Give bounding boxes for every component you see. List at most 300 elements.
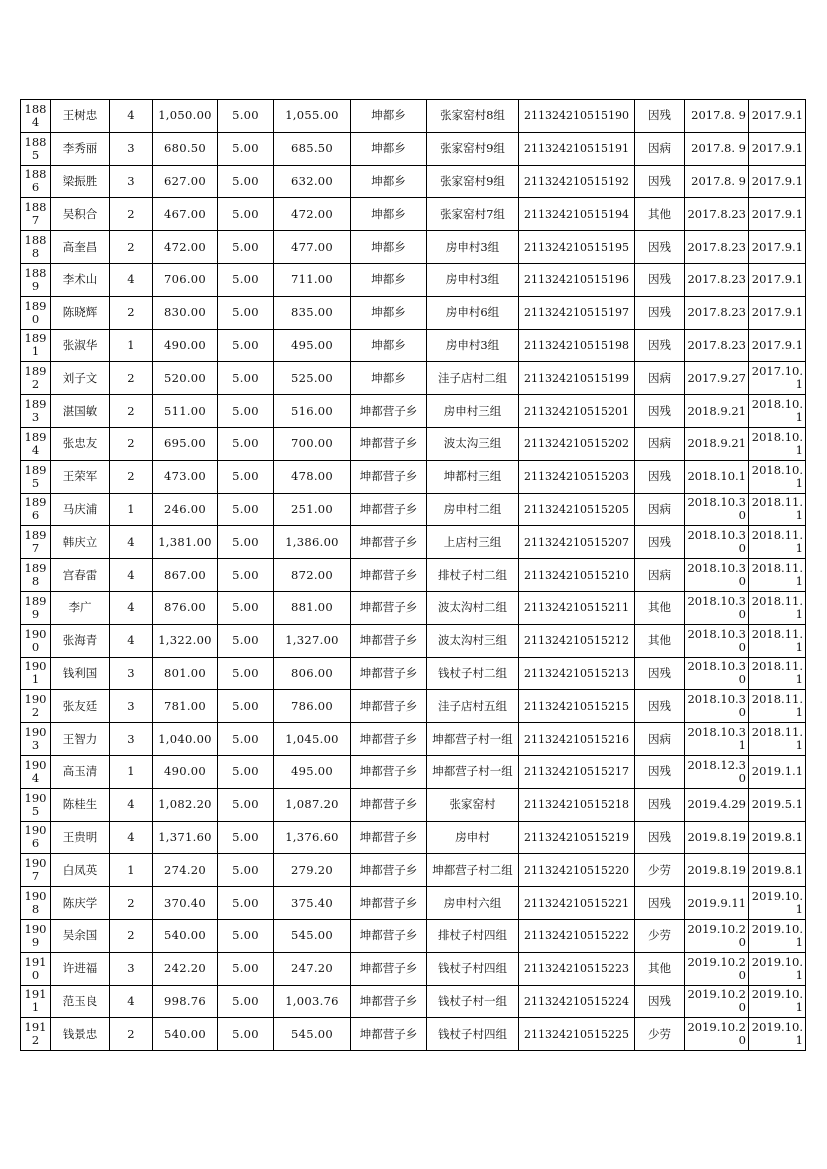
- total-cell: 247.20: [274, 952, 351, 985]
- name-cell: 梁振胜: [51, 165, 110, 198]
- id-number-cell: 211324210515219: [519, 821, 635, 854]
- amount-cell: 627.00: [153, 165, 218, 198]
- household-size-cell: 2: [110, 1018, 153, 1051]
- total-cell: 685.50: [274, 132, 351, 165]
- table-row: [21, 231, 806, 264]
- amount-cell: 1,322.00: [153, 624, 218, 657]
- fee-cell: 5.00: [218, 165, 274, 198]
- village-cell: 张家窑村9组: [427, 165, 519, 198]
- township-cell: 坤都营子乡: [351, 919, 427, 952]
- fee-cell: 5.00: [218, 854, 274, 887]
- reason-cell: 其他: [635, 952, 685, 985]
- village-cell: 房申村二组: [427, 493, 519, 526]
- name-cell: 陈庆学: [51, 887, 110, 920]
- reason-cell: 因病: [635, 723, 685, 756]
- township-cell: 坤都营子乡: [351, 526, 427, 559]
- fee-cell: 5.00: [218, 821, 274, 854]
- fee-cell: 5.00: [218, 559, 274, 592]
- seq-cell: 1894: [21, 427, 51, 460]
- township-cell: 坤都营子乡: [351, 887, 427, 920]
- township-cell: 坤都营子乡: [351, 460, 427, 493]
- fee-cell: 5.00: [218, 624, 274, 657]
- start-date-cell: 2017.9.1: [749, 329, 806, 362]
- reason-cell: 其他: [635, 591, 685, 624]
- id-number-cell: 211324210515194: [519, 198, 635, 231]
- name-cell: 钱利国: [51, 657, 110, 690]
- amount-cell: 867.00: [153, 559, 218, 592]
- reason-cell: 少劳: [635, 1018, 685, 1051]
- start-date-cell: 2019.10.1: [749, 985, 806, 1018]
- table-row: [21, 821, 806, 854]
- id-number-cell: 211324210515221: [519, 887, 635, 920]
- reason-cell: 因残: [635, 460, 685, 493]
- start-date-cell: 2019.10.1: [749, 1018, 806, 1051]
- apply-date-cell: 2019.10.20: [685, 985, 749, 1018]
- start-date-cell: 2018.10.1: [749, 460, 806, 493]
- id-number-cell: 211324210515225: [519, 1018, 635, 1051]
- household-size-cell: 4: [110, 624, 153, 657]
- village-cell: 钱杖子村一组: [427, 985, 519, 1018]
- seq-cell: 1885: [21, 132, 51, 165]
- amount-cell: 370.40: [153, 887, 218, 920]
- reason-cell: 因残: [635, 788, 685, 821]
- seq-cell: 1889: [21, 263, 51, 296]
- village-cell: 洼子店村二组: [427, 362, 519, 395]
- village-cell: 波太沟村二组: [427, 591, 519, 624]
- apply-date-cell: 2018.9.21: [685, 427, 749, 460]
- seq-cell: 1887: [21, 198, 51, 231]
- amount-cell: 540.00: [153, 919, 218, 952]
- start-date-cell: 2017.9.1: [749, 296, 806, 329]
- fee-cell: 5.00: [218, 952, 274, 985]
- village-cell: 房申村三组: [427, 395, 519, 428]
- start-date-cell: 2017.9.1: [749, 231, 806, 264]
- table-row: [21, 526, 806, 559]
- name-cell: 陈桂生: [51, 788, 110, 821]
- amount-cell: 1,082.20: [153, 788, 218, 821]
- household-size-cell: 4: [110, 559, 153, 592]
- start-date-cell: 2017.9.1: [749, 132, 806, 165]
- table-row: [21, 788, 806, 821]
- amount-cell: 801.00: [153, 657, 218, 690]
- total-cell: 495.00: [274, 755, 351, 788]
- total-cell: 1,055.00: [274, 100, 351, 133]
- township-cell: 坤都乡: [351, 100, 427, 133]
- total-cell: 1,003.76: [274, 985, 351, 1018]
- total-cell: 545.00: [274, 1018, 351, 1051]
- id-number-cell: 211324210515192: [519, 165, 635, 198]
- total-cell: 835.00: [274, 296, 351, 329]
- table-row: [21, 100, 806, 133]
- id-number-cell: 211324210515224: [519, 985, 635, 1018]
- seq-cell: 1900: [21, 624, 51, 657]
- seq-cell: 1911: [21, 985, 51, 1018]
- amount-cell: 680.50: [153, 132, 218, 165]
- household-size-cell: 2: [110, 919, 153, 952]
- start-date-cell: 2019.1.1: [749, 755, 806, 788]
- village-cell: 房申村3组: [427, 231, 519, 264]
- amount-cell: 246.00: [153, 493, 218, 526]
- table-row: [21, 132, 806, 165]
- seq-cell: 1892: [21, 362, 51, 395]
- id-number-cell: 211324210515198: [519, 329, 635, 362]
- id-number-cell: 211324210515211: [519, 591, 635, 624]
- total-cell: 477.00: [274, 231, 351, 264]
- township-cell: 坤都营子乡: [351, 657, 427, 690]
- household-size-cell: 3: [110, 723, 153, 756]
- household-size-cell: 4: [110, 100, 153, 133]
- apply-date-cell: 2017.8.23: [685, 329, 749, 362]
- apply-date-cell: 2019.10.20: [685, 1018, 749, 1051]
- reason-cell: 因残: [635, 165, 685, 198]
- amount-cell: 830.00: [153, 296, 218, 329]
- seq-cell: 1906: [21, 821, 51, 854]
- name-cell: 李术山: [51, 263, 110, 296]
- start-date-cell: 2019.10.1: [749, 887, 806, 920]
- village-cell: 房申村: [427, 821, 519, 854]
- amount-cell: 520.00: [153, 362, 218, 395]
- name-cell: 湛国敏: [51, 395, 110, 428]
- township-cell: 坤都营子乡: [351, 788, 427, 821]
- table-row: [21, 296, 806, 329]
- name-cell: 张友廷: [51, 690, 110, 723]
- name-cell: 许进福: [51, 952, 110, 985]
- reason-cell: 因残: [635, 690, 685, 723]
- household-size-cell: 3: [110, 952, 153, 985]
- total-cell: 700.00: [274, 427, 351, 460]
- village-cell: 房申村6组: [427, 296, 519, 329]
- total-cell: 516.00: [274, 395, 351, 428]
- table-row: [21, 690, 806, 723]
- name-cell: 陈晓辉: [51, 296, 110, 329]
- household-size-cell: 4: [110, 263, 153, 296]
- total-cell: 279.20: [274, 854, 351, 887]
- start-date-cell: 2018.11.1: [749, 657, 806, 690]
- id-number-cell: 211324210515191: [519, 132, 635, 165]
- total-cell: 1,376.60: [274, 821, 351, 854]
- village-cell: 钱杖子村四组: [427, 952, 519, 985]
- reason-cell: 因残: [635, 755, 685, 788]
- village-cell: 坤都营子村二组: [427, 854, 519, 887]
- total-cell: 806.00: [274, 657, 351, 690]
- reason-cell: 因病: [635, 559, 685, 592]
- apply-date-cell: 2019.4.29: [685, 788, 749, 821]
- start-date-cell: 2018.10.1: [749, 427, 806, 460]
- apply-date-cell: 2018.10.30: [685, 559, 749, 592]
- table-row: [21, 460, 806, 493]
- total-cell: 375.40: [274, 887, 351, 920]
- township-cell: 坤都营子乡: [351, 395, 427, 428]
- table-row: [21, 559, 806, 592]
- amount-cell: 472.00: [153, 231, 218, 264]
- id-number-cell: 211324210515203: [519, 460, 635, 493]
- amount-cell: 1,381.00: [153, 526, 218, 559]
- table-row: [21, 657, 806, 690]
- total-cell: 881.00: [274, 591, 351, 624]
- township-cell: 坤都乡: [351, 362, 427, 395]
- township-cell: 坤都乡: [351, 231, 427, 264]
- fee-cell: 5.00: [218, 690, 274, 723]
- table-row: [21, 395, 806, 428]
- start-date-cell: 2017.9.1: [749, 263, 806, 296]
- apply-date-cell: 2018.12.30: [685, 755, 749, 788]
- household-size-cell: 1: [110, 854, 153, 887]
- apply-date-cell: 2017.8.23: [685, 198, 749, 231]
- township-cell: 坤都营子乡: [351, 952, 427, 985]
- fee-cell: 5.00: [218, 362, 274, 395]
- apply-date-cell: 2019.9.11: [685, 887, 749, 920]
- total-cell: 632.00: [274, 165, 351, 198]
- name-cell: 范玉良: [51, 985, 110, 1018]
- reason-cell: 因残: [635, 263, 685, 296]
- village-cell: 洼子店村五组: [427, 690, 519, 723]
- name-cell: 张海青: [51, 624, 110, 657]
- fee-cell: 5.00: [218, 591, 274, 624]
- household-size-cell: 2: [110, 395, 153, 428]
- seq-cell: 1890: [21, 296, 51, 329]
- seq-cell: 1909: [21, 919, 51, 952]
- apply-date-cell: 2019.10.20: [685, 952, 749, 985]
- name-cell: 王贵明: [51, 821, 110, 854]
- start-date-cell: 2017.9.1: [749, 100, 806, 133]
- apply-date-cell: 2017.8.23: [685, 263, 749, 296]
- village-cell: 张家窑村7组: [427, 198, 519, 231]
- amount-cell: 1,040.00: [153, 723, 218, 756]
- township-cell: 坤都营子乡: [351, 624, 427, 657]
- township-cell: 坤都营子乡: [351, 493, 427, 526]
- id-number-cell: 211324210515205: [519, 493, 635, 526]
- township-cell: 坤都乡: [351, 329, 427, 362]
- seq-cell: 1905: [21, 788, 51, 821]
- amount-cell: 467.00: [153, 198, 218, 231]
- id-number-cell: 211324210515223: [519, 952, 635, 985]
- amount-cell: 473.00: [153, 460, 218, 493]
- seq-cell: 1891: [21, 329, 51, 362]
- village-cell: 钱杖子村二组: [427, 657, 519, 690]
- village-cell: 坤都营子村一组: [427, 755, 519, 788]
- amount-cell: 1,050.00: [153, 100, 218, 133]
- township-cell: 坤都营子乡: [351, 755, 427, 788]
- fee-cell: 5.00: [218, 329, 274, 362]
- amount-cell: 695.00: [153, 427, 218, 460]
- seq-cell: 1912: [21, 1018, 51, 1051]
- apply-date-cell: 2018.9.21: [685, 395, 749, 428]
- township-cell: 坤都营子乡: [351, 854, 427, 887]
- village-cell: 波太沟村三组: [427, 624, 519, 657]
- seq-cell: 1904: [21, 755, 51, 788]
- id-number-cell: 211324210515210: [519, 559, 635, 592]
- total-cell: 711.00: [274, 263, 351, 296]
- seq-cell: 1888: [21, 231, 51, 264]
- table-row: [21, 329, 806, 362]
- total-cell: 251.00: [274, 493, 351, 526]
- reason-cell: 因残: [635, 657, 685, 690]
- name-cell: 白凤英: [51, 854, 110, 887]
- reason-cell: 因病: [635, 362, 685, 395]
- township-cell: 坤都营子乡: [351, 591, 427, 624]
- id-number-cell: 211324210515199: [519, 362, 635, 395]
- apply-date-cell: 2019.8.19: [685, 854, 749, 887]
- apply-date-cell: 2019.8.19: [685, 821, 749, 854]
- reason-cell: 其他: [635, 624, 685, 657]
- reason-cell: 其他: [635, 198, 685, 231]
- start-date-cell: 2019.8.1: [749, 854, 806, 887]
- seq-cell: 1902: [21, 690, 51, 723]
- village-cell: 钱杖子村四组: [427, 1018, 519, 1051]
- table-row: [21, 624, 806, 657]
- seq-cell: 1908: [21, 887, 51, 920]
- fee-cell: 5.00: [218, 788, 274, 821]
- fee-cell: 5.00: [218, 395, 274, 428]
- total-cell: 525.00: [274, 362, 351, 395]
- village-cell: 房申村3组: [427, 329, 519, 362]
- id-number-cell: 211324210515202: [519, 427, 635, 460]
- household-size-cell: 1: [110, 493, 153, 526]
- apply-date-cell: 2017.9.27: [685, 362, 749, 395]
- total-cell: 1,327.00: [274, 624, 351, 657]
- apply-date-cell: 2019.10.20: [685, 919, 749, 952]
- village-cell: 坤都村三组: [427, 460, 519, 493]
- household-size-cell: 4: [110, 526, 153, 559]
- township-cell: 坤都营子乡: [351, 559, 427, 592]
- township-cell: 坤都乡: [351, 198, 427, 231]
- household-size-cell: 1: [110, 329, 153, 362]
- household-size-cell: 4: [110, 591, 153, 624]
- start-date-cell: 2019.5.1: [749, 788, 806, 821]
- amount-cell: 781.00: [153, 690, 218, 723]
- name-cell: 李秀丽: [51, 132, 110, 165]
- township-cell: 坤都乡: [351, 165, 427, 198]
- start-date-cell: 2018.11.1: [749, 493, 806, 526]
- total-cell: 495.00: [274, 329, 351, 362]
- name-cell: 吴余国: [51, 919, 110, 952]
- id-number-cell: 211324210515195: [519, 231, 635, 264]
- apply-date-cell: 2017.8. 9: [685, 100, 749, 133]
- township-cell: 坤都营子乡: [351, 723, 427, 756]
- reason-cell: 因残: [635, 985, 685, 1018]
- table-row: [21, 362, 806, 395]
- id-number-cell: 211324210515212: [519, 624, 635, 657]
- table-row: [21, 493, 806, 526]
- amount-cell: 876.00: [153, 591, 218, 624]
- apply-date-cell: 2018.10.30: [685, 526, 749, 559]
- amount-cell: 540.00: [153, 1018, 218, 1051]
- name-cell: 高玉清: [51, 755, 110, 788]
- total-cell: 1,386.00: [274, 526, 351, 559]
- apply-date-cell: 2017.8. 9: [685, 165, 749, 198]
- village-cell: 排杖子村四组: [427, 919, 519, 952]
- township-cell: 坤都营子乡: [351, 427, 427, 460]
- seq-cell: 1898: [21, 559, 51, 592]
- fee-cell: 5.00: [218, 657, 274, 690]
- apply-date-cell: 2017.8.23: [685, 231, 749, 264]
- name-cell: 宫春雷: [51, 559, 110, 592]
- id-number-cell: 211324210515197: [519, 296, 635, 329]
- village-cell: 张家窑村8组: [427, 100, 519, 133]
- id-number-cell: 211324210515222: [519, 919, 635, 952]
- reason-cell: 因残: [635, 100, 685, 133]
- total-cell: 786.00: [274, 690, 351, 723]
- table-row: [21, 985, 806, 1018]
- start-date-cell: 2018.11.1: [749, 690, 806, 723]
- household-size-cell: 2: [110, 887, 153, 920]
- table-row: [21, 165, 806, 198]
- id-number-cell: 211324210515220: [519, 854, 635, 887]
- reason-cell: 因病: [635, 493, 685, 526]
- table-body: [21, 100, 806, 1051]
- id-number-cell: 211324210515190: [519, 100, 635, 133]
- id-number-cell: 211324210515196: [519, 263, 635, 296]
- start-date-cell: 2019.8.1: [749, 821, 806, 854]
- start-date-cell: 2019.10.1: [749, 919, 806, 952]
- reason-cell: 因残: [635, 231, 685, 264]
- seq-cell: 1884: [21, 100, 51, 133]
- seq-cell: 1910: [21, 952, 51, 985]
- amount-cell: 706.00: [153, 263, 218, 296]
- id-number-cell: 211324210515217: [519, 755, 635, 788]
- village-cell: 上店村三组: [427, 526, 519, 559]
- township-cell: 坤都乡: [351, 263, 427, 296]
- start-date-cell: 2018.11.1: [749, 591, 806, 624]
- id-number-cell: 211324210515213: [519, 657, 635, 690]
- table-row: [21, 919, 806, 952]
- seq-cell: 1907: [21, 854, 51, 887]
- household-size-cell: 3: [110, 690, 153, 723]
- reason-cell: 因病: [635, 427, 685, 460]
- total-cell: 472.00: [274, 198, 351, 231]
- fee-cell: 5.00: [218, 100, 274, 133]
- village-cell: 坤都营子村一组: [427, 723, 519, 756]
- seq-cell: 1903: [21, 723, 51, 756]
- fee-cell: 5.00: [218, 755, 274, 788]
- fee-cell: 5.00: [218, 263, 274, 296]
- township-cell: 坤都营子乡: [351, 690, 427, 723]
- start-date-cell: 2019.10.1: [749, 952, 806, 985]
- table-row: [21, 723, 806, 756]
- seq-cell: 1901: [21, 657, 51, 690]
- start-date-cell: 2017.9.1: [749, 165, 806, 198]
- apply-date-cell: 2018.10.30: [685, 493, 749, 526]
- apply-date-cell: 2017.8.23: [685, 296, 749, 329]
- name-cell: 张淑华: [51, 329, 110, 362]
- name-cell: 马庆浦: [51, 493, 110, 526]
- id-number-cell: 211324210515215: [519, 690, 635, 723]
- start-date-cell: 2018.11.1: [749, 624, 806, 657]
- fee-cell: 5.00: [218, 198, 274, 231]
- name-cell: 高奎昌: [51, 231, 110, 264]
- township-cell: 坤都乡: [351, 296, 427, 329]
- village-cell: 房申村六组: [427, 887, 519, 920]
- amount-cell: 490.00: [153, 329, 218, 362]
- fee-cell: 5.00: [218, 919, 274, 952]
- apply-date-cell: 2017.8. 9: [685, 132, 749, 165]
- household-size-cell: 2: [110, 362, 153, 395]
- name-cell: 刘子文: [51, 362, 110, 395]
- total-cell: 872.00: [274, 559, 351, 592]
- reason-cell: 因残: [635, 395, 685, 428]
- amount-cell: 511.00: [153, 395, 218, 428]
- fee-cell: 5.00: [218, 427, 274, 460]
- seq-cell: 1893: [21, 395, 51, 428]
- household-size-cell: 4: [110, 821, 153, 854]
- start-date-cell: 2018.10.1: [749, 395, 806, 428]
- table-row: [21, 1018, 806, 1051]
- id-number-cell: 211324210515207: [519, 526, 635, 559]
- household-size-cell: 2: [110, 296, 153, 329]
- household-size-cell: 2: [110, 231, 153, 264]
- seq-cell: 1896: [21, 493, 51, 526]
- apply-date-cell: 2018.10.1: [685, 460, 749, 493]
